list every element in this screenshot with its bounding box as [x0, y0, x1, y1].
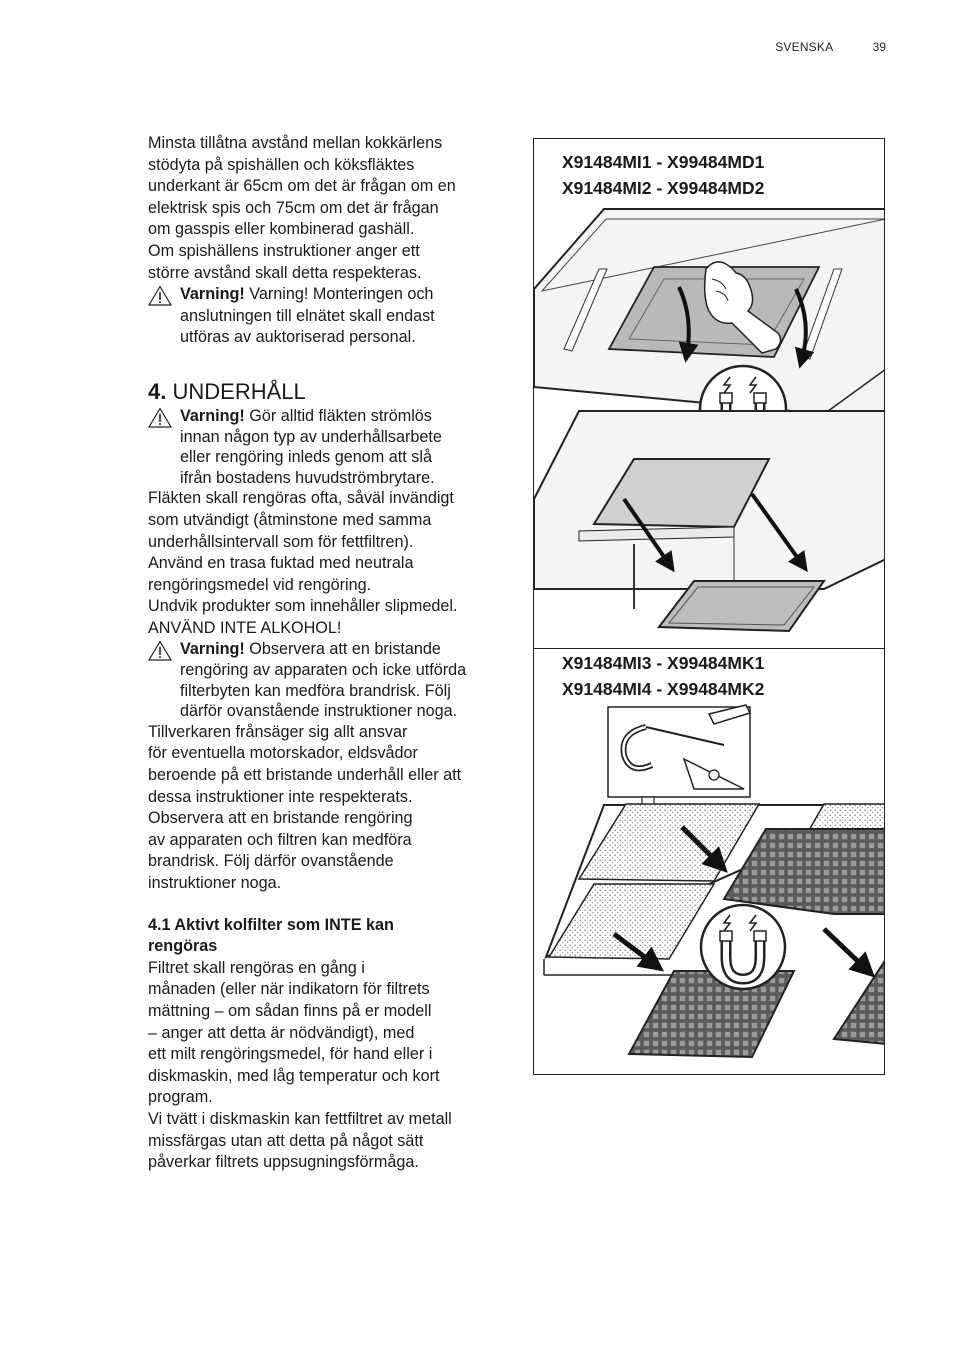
text-line: stödyta på spishällen och köksfläktes	[148, 155, 415, 174]
carbon-filter-paragraph	[148, 958, 510, 1174]
text-line: beroende på ett bristande underhåll eller att	[148, 766, 462, 785]
maintenance-paragraph	[148, 488, 510, 639]
subsection-title: rengöras	[148, 937, 218, 956]
text-line: Undvik produkter som innehåller slipmedel.	[148, 597, 458, 616]
page-number: 39	[872, 40, 886, 54]
warning-label: Varning!	[180, 640, 245, 659]
section-title: UNDERHÅLL	[172, 378, 306, 404]
warning-triangle-icon	[148, 640, 172, 661]
warning-text: filterbyten kan medföra brandrisk. Följ	[180, 681, 451, 700]
text-line: större avstånd skall detta respekteras.	[148, 263, 422, 282]
text-line: mättning – om sådan finns på er modell	[148, 1001, 432, 1020]
subsection-heading	[148, 915, 510, 958]
text-line: ett milt rengöringsmedel, för hand eller i	[148, 1045, 433, 1064]
warning-text: ifrån bostadens huvudströmbrytare.	[180, 468, 435, 487]
warning-power	[148, 406, 510, 488]
warning-text: anslutningen till elnätet skall endast	[180, 306, 435, 325]
model-number: X91484MI3 - X99484MK1	[562, 653, 765, 673]
text-line: elektrisk spis och 75cm om det är frågan	[148, 198, 439, 217]
page-header	[775, 40, 886, 54]
text-line: Fläkten skall rengöras ofta, såväl invändigt	[148, 489, 454, 508]
text-line: dessa instruktioner inte respekterats.	[148, 787, 413, 806]
model-number: X91484MI1 - X99484MD1	[562, 152, 765, 172]
warning-text: utföras av auktoriserad personal.	[180, 328, 416, 347]
subsection-title: 4.1 Aktivt kolfilter som INTE kan	[148, 915, 394, 934]
warning-text: Gör alltid fläkten strömlös	[244, 406, 432, 425]
figure-illustration-lower	[534, 139, 885, 1075]
text-line: Använd en trasa fuktad med neutrala	[148, 554, 414, 573]
text-line: diskmaskin, med låg temperatur och kort	[148, 1066, 440, 1085]
section-heading	[148, 378, 510, 406]
text-line: underkant är 65cm om det är frågan om en	[148, 177, 456, 196]
warning-text: därför ovanstående instruktioner noga.	[180, 702, 458, 721]
warning-fire-risk	[148, 639, 510, 721]
model-number: X91484MI4 - X99484MK2	[562, 679, 765, 699]
text-line: rengöringsmedel vid rengöring.	[148, 575, 372, 594]
text-line: påverkar filtrets uppsugningsförmåga.	[148, 1153, 419, 1172]
intro-paragraph	[148, 133, 510, 284]
text-line: Tillverkaren frånsäger sig allt ansvar	[148, 722, 408, 741]
filter-removal-figure	[533, 138, 885, 1075]
text-line: månaden (eller när indikatorn för filtrets	[148, 980, 430, 999]
text-line: missfärgas utan att detta på något sätt	[148, 1131, 424, 1150]
warning-text: rengöring av apparaten och icke utförda	[180, 661, 467, 680]
warning-text: innan någon typ av underhållsarbete	[180, 427, 442, 446]
warning-installation	[148, 284, 510, 349]
section-number: 4.	[148, 378, 167, 404]
language-label: SVENSKA	[775, 40, 834, 54]
text-line: Vi tvätt i diskmaskin kan fettfiltret av metall	[148, 1109, 452, 1128]
text-line: om gasspis eller kombinerad gashäll.	[148, 220, 415, 239]
text-line: Observera att en bristande rengöring	[148, 809, 413, 828]
text-line: Filtret skall rengöras en gång i	[148, 958, 365, 977]
warning-text: Observera att en bristande	[244, 640, 441, 659]
text-line: Minsta tillåtna avstånd mellan kokkärlens	[148, 134, 443, 152]
text-line: program.	[148, 1088, 213, 1107]
text-line: instruktioner noga.	[148, 874, 282, 892]
text-line: ANVÄND INTE ALKOHOL!	[148, 618, 342, 637]
text-line: för eventuella motorskador, eldsvådor	[148, 744, 418, 763]
text-line: brandrisk. Följ därför ovanstående	[148, 852, 394, 871]
model-number: X91484MI2 - X99484MD2	[562, 178, 765, 198]
liability-paragraph	[148, 722, 510, 895]
warning-triangle-icon	[148, 285, 172, 306]
text-line: av apparaten och filtren kan medföra	[148, 830, 412, 849]
warning-label: Varning!	[180, 285, 245, 304]
text-line: Om spishällens instruktioner anger ett	[148, 241, 420, 260]
warning-text: Varning! Monteringen och	[244, 285, 434, 304]
warning-label: Varning!	[180, 406, 245, 425]
text-line: – anger att detta är nödvändigt), med	[148, 1023, 415, 1042]
text-line: underhållsintervall som för fettfiltren).	[148, 532, 414, 551]
text-column	[148, 133, 510, 1174]
warning-triangle-icon	[148, 407, 172, 428]
warning-text: eller rengöring inleds genom att slå	[180, 448, 432, 467]
text-line: som utvändigt (åtminstone med samma	[148, 510, 432, 529]
magnet-icon	[701, 905, 785, 989]
